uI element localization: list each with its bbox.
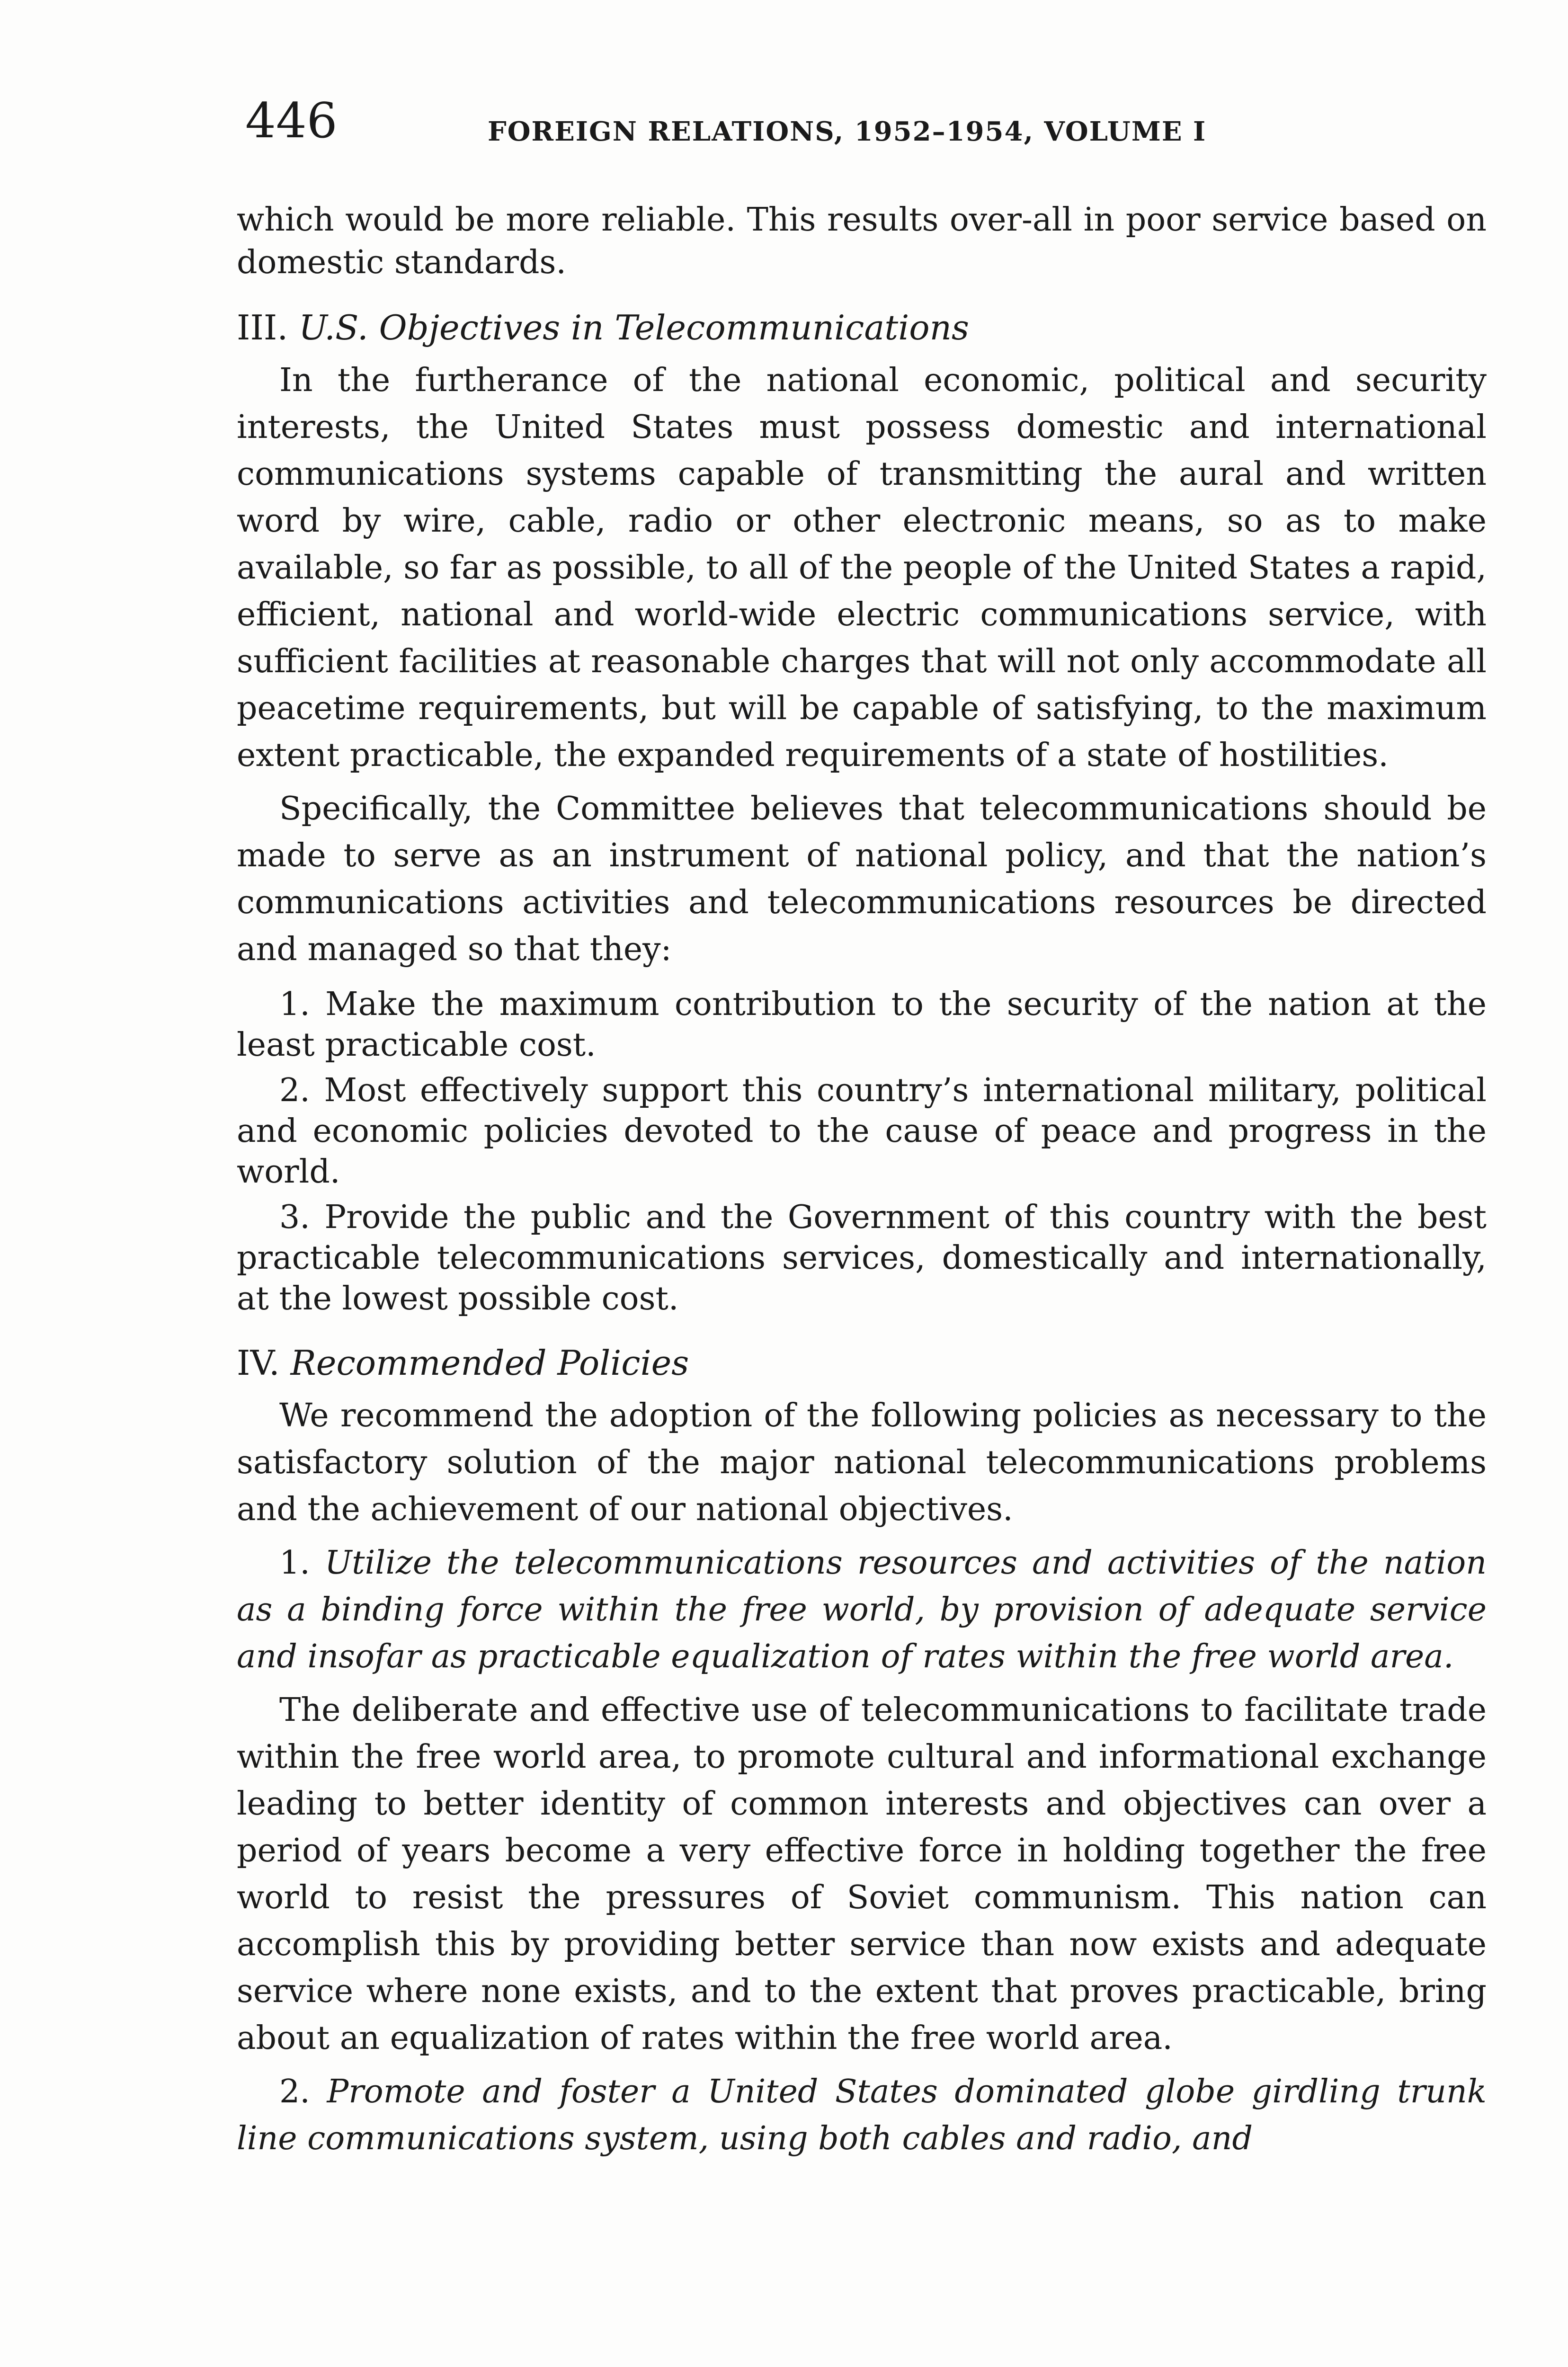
paragraph-deliberate: The deliberate and effective use of telecommunications to facilitate trade within the free world area, to promote cultural and informational exchange leading to better identity of common interests and objectives can over a period of years become a very effective force in holding together the free world to resist the pressures of Soviet communism. This nation can accomplish this by providing better service than now exists and adequate service where none exists, and to the extent that proves practicable, bring about an equalization of rates within the free world area. bbox=[237, 1691, 1487, 2057]
policy-text: Utilize the telecommunications resources and activities of the nation as a binding force within the free world, by provision of adequate service and insofar as practicable equalization of rates within the free world area. bbox=[237, 1544, 1487, 1675]
policy-1 bbox=[237, 1539, 1487, 1680]
section-numeral: III. bbox=[237, 308, 288, 347]
policy-text: Promote and foster a United States dominated globe girdling trunk line communications system, using both cables and radio, and bbox=[237, 2073, 1487, 2157]
policy-number: 1. bbox=[279, 1544, 310, 1582]
list-item: 1. Make the maximum contribution to the security of the nation at the least practicable cost. bbox=[237, 986, 1487, 1064]
paragraph-recommend: We recommend the adoption of the following policies as necessary to the satisfactory solution of the major national telecommunications problems and the achievement of our national objectives. bbox=[237, 1397, 1487, 1528]
section-title: Recommended Policies bbox=[290, 1343, 689, 1383]
paragraph-specifically: Specifically, the Committee believes that telecommunications should be made to serve as an instrument of national policy, and that the nation’s communications activities and telecommunications resources be directed and managed so that they: bbox=[237, 790, 1487, 968]
paragraph-continuation: which would be more reliable. This results over-all in poor service based on domestic standards. bbox=[237, 201, 1487, 281]
paragraph-furtherance: In the furtherance of the national economic, political and security interests, the United States must possess domestic and international communications systems capable of transmitting the aural and written word by wire, cable, radio or other electronic means, so as to make available, so far as possible, to all of the people of the United States a rapid, efficient, national and world-wide electric communications service, with sufficient facilities at reasonable charges that will not only accommodate all peacetime requirements, but will be capable of satisfying, to the maximum extent practicable, the expanded requirements of a state of hostilities. bbox=[237, 362, 1487, 774]
policy-number: 2. bbox=[279, 2073, 310, 2110]
running-head: FOREIGN RELATIONS, 1952–1954, VOLUME I bbox=[488, 116, 1207, 147]
page-header bbox=[245, 93, 1476, 159]
objectives-list bbox=[237, 984, 1487, 1319]
policy-2 bbox=[237, 2068, 1487, 2162]
list-item: 3. Provide the public and the Government of this country with the best practicable telecommunications services, domestically and internationally, at the lowest possible cost. bbox=[237, 1199, 1487, 1317]
section-heading-3 bbox=[237, 303, 1487, 352]
section-heading-4 bbox=[237, 1338, 1487, 1388]
section-numeral: IV. bbox=[237, 1343, 280, 1383]
section-title: U.S. Objectives in Telecommunications bbox=[299, 308, 969, 347]
document-body bbox=[237, 199, 1487, 2162]
list-item: 2. Most effectively support this country’s international military, political and economic policies devoted to the cause of peace and progress in the world. bbox=[237, 1072, 1487, 1191]
page-number: 446 bbox=[245, 93, 338, 149]
